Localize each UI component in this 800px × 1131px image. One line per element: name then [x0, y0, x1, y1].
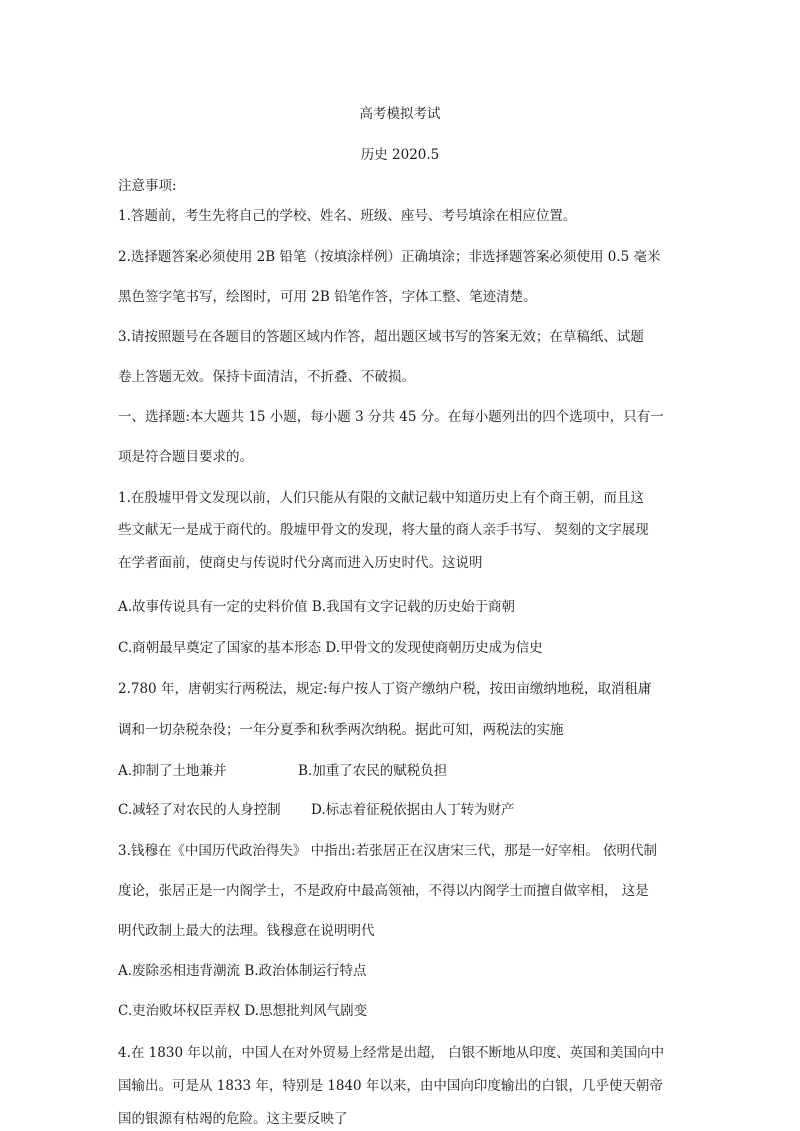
section-heading: 项是符合题目要求的。: [118, 449, 253, 465]
question-4-stem: 国的银源有枯竭的危险。这主要反映了: [118, 1111, 348, 1127]
question-2-option-c: C.减轻了对农民的人身控制: [118, 802, 281, 818]
question-2-option-a: A.抑制了土地兼并: [118, 763, 227, 779]
question-2-option-b: B.加重了农民的赋税负担: [298, 763, 448, 779]
question-4-stem: 4.在 1830 年以前，中国人在对外贸易上经常是出超， 白银不断地从印度、英国和美国向中: [118, 1045, 665, 1061]
question-3-stem: 度论，张居正是一内阁学士，不是政府中最高领袖，不得以内阁学士而擅自做宰相， 这是: [118, 883, 649, 899]
exam-title: 高考模拟考试: [359, 106, 441, 122]
section-heading: 一、选择题:本大题共 15 小题，每小题 3 分共 45 分。在每小题列出的四个选项中，只有一: [118, 409, 664, 425]
question-4-stem: 国输出。可是从 1833 年，特别是 1840 年以来，由中国向印度输出的白银，几乎使天朝帝: [118, 1078, 663, 1094]
question-3-options: A.废除丞相违背潮流 B.政治体制运行特点: [118, 963, 367, 979]
question-3-stem: 明代政制上最大的法理。钱穆意在说明明代: [118, 923, 375, 939]
notice-line: 1.答题前，考生先将自己的学校、姓名、班级、座号、考号填涂在相应位置。: [118, 208, 577, 224]
notice-line: 2.选择题答案必须使用 2B 铅笔（按填涂样例）正确填涂；非选择题答案必须使用 0.5 毫米: [118, 249, 661, 265]
question-1-stem: 1.在殷墟甲骨文发现以前，人们只能从有限的文献记载中知道历史上有个商王朝，而且这: [118, 490, 644, 506]
question-2-stem: 调和一切杂税杂役；一年分夏季和秋季两次纳税。据此可知，两税法的实施: [118, 722, 564, 738]
notice-heading: 注意事项:: [118, 178, 177, 194]
question-3-stem: 3.钱穆在《中国历代政治得失》 中指出:若张居正在汉唐宋三代，那是一好宰相。 依明代制: [118, 843, 658, 859]
question-3-options: C.吏治败坏权臣弄权 D.思想批判风气剧变: [118, 1003, 368, 1019]
question-2-stem: 2.780 年，唐朝实行两税法，规定:每户按人丁资产缴纳户税，按田亩缴纳地税，取消租庸: [118, 681, 652, 697]
notice-line: 卷上答题无效。保持卡面清洁，不折叠、不破损。: [118, 369, 415, 385]
question-2-option-d: D.标志着征税依据由人丁转为财产: [311, 802, 515, 818]
question-1-stem: 些文献无一是成于商代的。殷墟甲骨文的发现，将大量的商人亲手书写、 契刻的文字展现: [118, 522, 649, 538]
notice-line: 3.请按照题号在各题目的答题区域内作答，超出题区域书写的答案无效；在草稿纸、试题: [118, 329, 644, 345]
exam-subject-date: 历史 2020.5: [360, 147, 440, 163]
notice-line: 黑色签字笔书写，绘图时，可用 2B 铅笔作答，字体工整、笔迹清楚。: [118, 289, 537, 305]
question-1-stem: 在学者面前，使商史与传说时代分离而进入历史时代。这说明: [118, 555, 483, 571]
question-1-options: C.商朝最早奠定了国家的基本形态 D.甲骨文的发现使商朝历史成为信史: [118, 640, 543, 656]
question-1-options: A.故事传说具有一定的史料价值 B.我国有文字记载的历史始于商朝: [118, 599, 516, 615]
